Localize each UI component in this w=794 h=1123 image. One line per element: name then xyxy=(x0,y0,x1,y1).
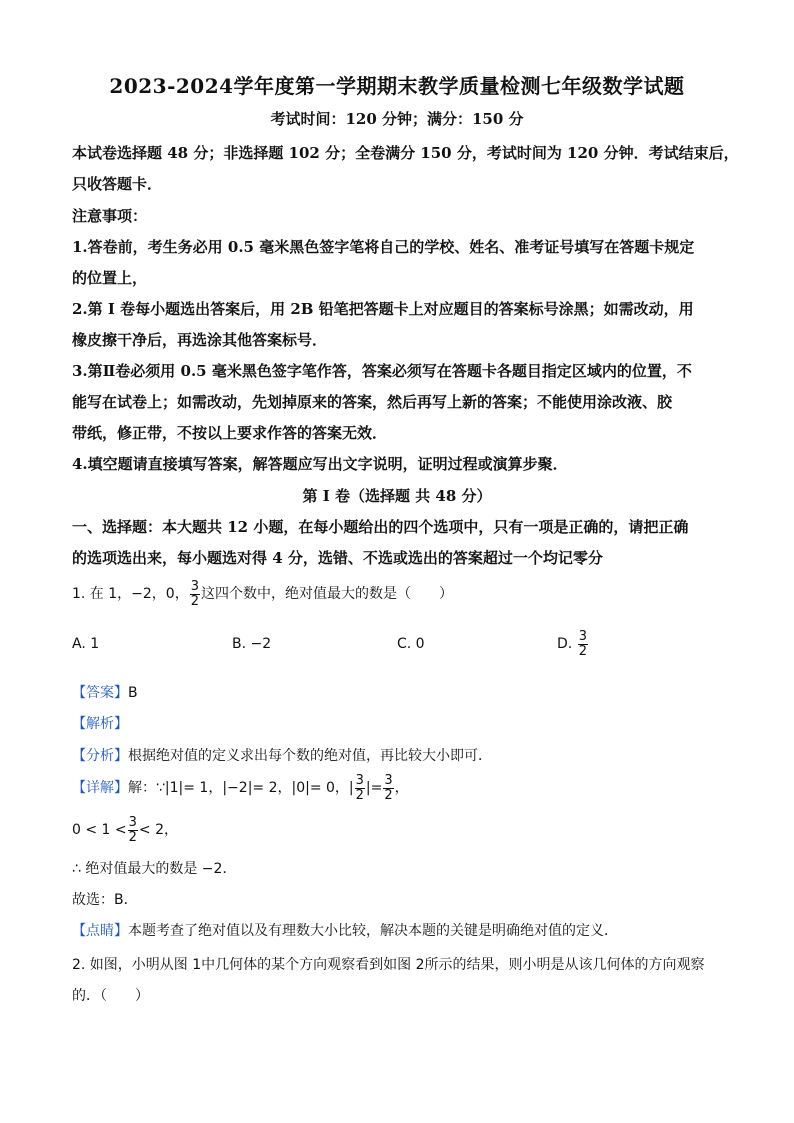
inequality-fraction xyxy=(128,816,138,844)
fraction-denominator: 2 xyxy=(128,829,137,845)
option-b: B. −2 xyxy=(232,636,272,652)
fraction-numerator: 3 xyxy=(578,629,587,644)
analysis-tag: 【解析】 xyxy=(72,716,128,732)
question-2-line-2: 的．（ ） xyxy=(72,988,149,1004)
option-d xyxy=(557,630,589,658)
answer-value: B xyxy=(128,685,138,701)
answer-line xyxy=(72,682,138,702)
detail-fraction-1 xyxy=(355,774,365,802)
detail-end: ， xyxy=(394,780,409,797)
question-1-stem xyxy=(72,580,453,608)
comment-text: 本题考查了绝对值以及有理数大小比较，解决本题的关键是明确绝对值的定义． xyxy=(128,923,618,939)
section-1-intro-line-1: 一、选择题：本大题共 12 小题，在每小题给出的四个选项中，只有一项是正确的，请把正确 xyxy=(72,518,689,536)
fraction-denominator: 2 xyxy=(384,787,393,803)
comment-tag: 【点睛】 xyxy=(72,923,128,939)
fraction-numerator: 3 xyxy=(355,773,364,788)
note-2-line-2: 橡皮擦干净后，再选涂其他答案标号． xyxy=(72,331,328,349)
fraction-denominator: 2 xyxy=(190,593,199,609)
note-4: 4.填空题请直接填写答案，解答题应写出文字说明，证明过程或演算步聚． xyxy=(72,455,568,473)
inequality-line xyxy=(72,816,178,844)
note-3-line-3: 带纸，修正带，不按以上要求作答的答案无效． xyxy=(72,424,388,442)
question-2-line-1: 2. 如图，小明从图 1中几何体的某个方向观察看到如图 2所示的结果，则小明是从该几何体的方向观察 xyxy=(72,957,705,973)
question-1-prefix: 1. 在 1，−2，0， xyxy=(72,586,189,603)
fraction-numerator: 3 xyxy=(128,815,137,830)
note-1-line-1: 1.答卷前，考生务必用 0.5 毫米黑色签字笔将自己的学校、姓名、准考证号填写在答题卡规定 xyxy=(72,238,695,256)
option-c: C. 0 xyxy=(397,636,425,652)
intro-line-2: 只收答题卡． xyxy=(72,175,163,193)
detail-text: 解：∵|1|= 1，|−2|= 2，|0|= 0，| xyxy=(128,780,354,797)
choose-line: 故选：B． xyxy=(72,892,138,908)
fenxi-tag: 【分析】 xyxy=(72,748,128,764)
detail-line xyxy=(72,774,409,802)
question-1-suffix: 这四个数中，绝对值最大的数是（ ） xyxy=(201,586,453,603)
fenxi-text: 根据绝对值的定义求出每个数的绝对值，再比较大小即可． xyxy=(128,748,492,764)
inequality-right: < 2， xyxy=(138,822,179,839)
analysis-line xyxy=(72,713,128,733)
fraction-denominator: 2 xyxy=(355,787,364,803)
answer-tag: 【答案】 xyxy=(72,685,128,701)
notes-heading: 注意事项： xyxy=(72,207,148,225)
section-1-intro-line-2: 的选项选出来，每小题选对得 4 分，选错、不选或选出的答案超过一个均记零分 xyxy=(72,549,603,567)
exam-title: 2023-2024学年度第一学期期末教学质量检测七年级数学试题 xyxy=(109,74,685,98)
exam-subtitle: 考试时间：120 分钟；满分：150 分 xyxy=(270,110,524,128)
conclusion-line: ∴ 绝对值最大的数是 −2． xyxy=(72,861,237,877)
fenxi-line xyxy=(72,745,492,765)
section-1-heading: 第 I 卷（选择题 共 48 分） xyxy=(302,487,492,505)
note-3-line-2: 能写在试卷上；如需改动，先划掉原来的答案，然后再写上新的答案；不能使用涂改液、胶 xyxy=(72,393,673,411)
fraction-three-halves xyxy=(190,580,200,608)
intro-line-1: 本试卷选择题 48 分；非选择题 102 分；全卷满分 150 分，考试时间为 120 分钟．考试结束后， xyxy=(72,144,739,162)
fraction-numerator: 3 xyxy=(384,773,393,788)
comment-line xyxy=(72,920,618,940)
detail-fraction-2 xyxy=(383,774,393,802)
note-2-line-1: 2.第 I 卷每小题选出答案后，用 2B 铅笔把答题卡上对应题目的答案标号涂黑；如需改动，用 xyxy=(72,300,694,318)
option-d-fraction xyxy=(578,630,588,658)
detail-tag: 【详解】 xyxy=(72,780,128,797)
option-d-label: D. xyxy=(557,636,573,653)
fraction-numerator: 3 xyxy=(190,579,199,594)
fraction-denominator: 2 xyxy=(578,643,587,659)
note-1-line-2: 的位置上， xyxy=(72,269,148,287)
detail-text-2: |= xyxy=(365,780,383,797)
inequality-left: 0 < 1 < xyxy=(72,822,127,839)
option-a: A. 1 xyxy=(72,636,100,652)
note-3-line-1: 3.第Ⅱ卷必须用 0.5 毫米黑色签字笔作答，答案必须写在答题卡各题目指定区域内的位置，不 xyxy=(72,362,692,380)
